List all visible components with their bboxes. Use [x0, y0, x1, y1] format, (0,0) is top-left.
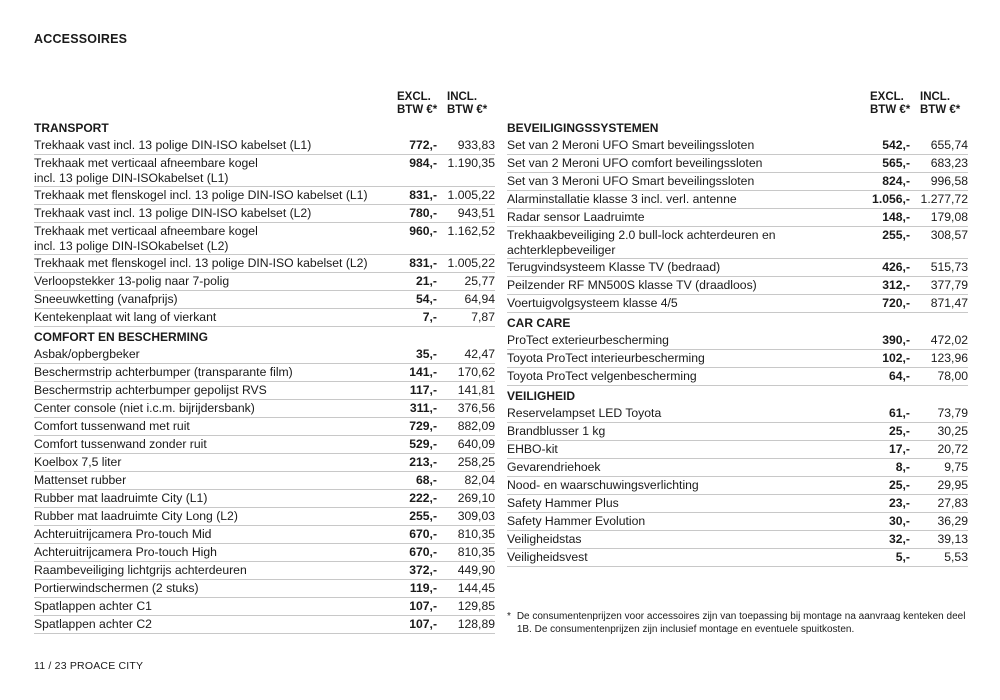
price-row: [34, 382, 495, 400]
price-incl-btw: 515,73: [930, 260, 968, 274]
price-excl-btw: 8,-: [895, 460, 910, 474]
price-incl-btw: 309,03: [457, 509, 495, 523]
price-incl-btw: 9,75: [944, 460, 968, 474]
price-row: [34, 598, 495, 616]
price-incl-btw: 933,83: [457, 138, 495, 152]
price-excl-btw: 54,-: [415, 292, 437, 306]
item-name: Trekhaak vast incl. 13 polige DIN-ISO kabelset (L2): [34, 206, 312, 220]
price-excl-btw: 107,-: [409, 599, 437, 613]
price-row: [507, 173, 968, 191]
price-row: [507, 423, 968, 441]
price-incl-btw: 36,29: [937, 514, 968, 528]
section-title: CAR CARE: [507, 316, 571, 330]
price-incl-btw: 1.162,52: [447, 224, 495, 238]
item-name: Brandblusser 1 kg: [507, 424, 606, 438]
item-name: Veiligheidstas: [507, 532, 582, 546]
price-incl-btw: 655,74: [930, 138, 968, 152]
header-excl-btw: EXCL. BTW €*: [397, 91, 438, 116]
footnote-marker: *: [507, 611, 511, 622]
price-excl-btw: 312,-: [882, 278, 910, 292]
item-name: Toyota ProTect velgenbescherming: [507, 369, 697, 383]
price-excl-btw: 5,-: [895, 550, 910, 564]
header-incl-btw: INCL. BTW €*: [447, 91, 488, 116]
item-name: Set van 2 Meroni UFO Smart beveilingssloten: [507, 138, 755, 152]
price-excl-btw: 565,-: [882, 156, 910, 170]
price-section: [34, 329, 495, 634]
price-row: [34, 508, 495, 526]
price-row: [507, 405, 968, 423]
price-excl-btw: 7,-: [422, 310, 437, 324]
column-header: [507, 91, 968, 118]
price-row: [34, 472, 495, 490]
price-excl-btw: 61,-: [888, 406, 910, 420]
price-excl-btw: 729,-: [409, 419, 437, 433]
price-row: [34, 544, 495, 562]
right-price-column: [507, 91, 968, 567]
price-row: [34, 616, 495, 634]
price-excl-btw: 25,-: [888, 478, 910, 492]
price-excl-btw: 32,-: [888, 532, 910, 546]
price-row: [507, 531, 968, 549]
price-incl-btw: 27,83: [937, 496, 968, 510]
item-name: EHBO-kit: [507, 442, 558, 456]
header-excl-btw: EXCL. BTW €*: [870, 91, 911, 116]
price-row: [34, 273, 495, 291]
price-row: [507, 477, 968, 495]
price-excl-btw: 426,-: [882, 260, 910, 274]
price-incl-btw: 29,95: [937, 478, 968, 492]
price-incl-btw: 449,90: [457, 563, 495, 577]
price-excl-btw: 117,-: [409, 383, 437, 397]
item-name: Veiligheidsvest: [507, 550, 588, 564]
left-sections: [34, 120, 495, 634]
item-name: Comfort tussenwand met ruit: [34, 419, 190, 433]
item-name: Asbak/opbergbeker: [34, 347, 140, 361]
price-excl-btw: 102,-: [882, 351, 910, 365]
price-incl-btw: 996,58: [930, 174, 968, 188]
item-name: Trekhaak vast incl. 13 polige DIN-ISO kabelset (L1): [34, 138, 312, 152]
price-excl-btw: 670,-: [409, 527, 437, 541]
price-excl-btw: 831,-: [409, 256, 437, 270]
right-sections: [507, 120, 968, 567]
price-incl-btw: 1.190,35: [447, 156, 495, 170]
item-name: Set van 3 Meroni UFO Smart beveilingssloten: [507, 174, 755, 188]
price-incl-btw: 128,89: [457, 617, 495, 631]
price-excl-btw: 670,-: [409, 545, 437, 559]
price-excl-btw: 960,-: [409, 224, 437, 238]
item-name: Radar sensor Laadruimte: [507, 210, 645, 224]
price-row: [507, 137, 968, 155]
item-name: Mattenset rubber: [34, 473, 127, 487]
price-excl-btw: 17,-: [888, 442, 910, 456]
price-row: [507, 549, 968, 567]
price-row: [34, 155, 495, 187]
left-price-column: [34, 91, 495, 634]
price-row: [34, 223, 495, 255]
price-row: [34, 526, 495, 544]
price-incl-btw: 30,25: [937, 424, 968, 438]
item-name: Sneeuwketting (vanafprijs): [34, 292, 178, 306]
item-name: Trekhaak met verticaal afneembare kogel incl. 13 polige DIN-ISOkabelset (L1): [34, 156, 258, 185]
price-row: [507, 350, 968, 368]
price-incl-btw: 1.277,72: [920, 192, 968, 206]
price-excl-btw: 1.056,-: [872, 192, 910, 206]
price-row: [507, 495, 968, 513]
price-row: [34, 490, 495, 508]
price-excl-btw: 35,-: [415, 347, 437, 361]
price-row: [34, 309, 495, 327]
price-incl-btw: 25,77: [464, 274, 495, 288]
price-excl-btw: 984,-: [409, 156, 437, 170]
price-excl-btw: 21,-: [415, 274, 437, 288]
price-row: [34, 346, 495, 364]
price-excl-btw: 255,-: [882, 228, 910, 242]
price-excl-btw: 148,-: [882, 210, 910, 224]
item-name: Voertuigvolgsysteem klasse 4/5: [507, 296, 678, 310]
price-row: [34, 137, 495, 155]
item-name: Trekhaakbeveiliging 2.0 bull-lock achterdeuren en achterklepbeveiliger: [507, 228, 776, 257]
price-excl-btw: 222,-: [409, 491, 437, 505]
item-name: Achteruitrijcamera Pro-touch High: [34, 545, 217, 559]
item-name: Trekhaak met flenskogel incl. 13 polige DIN-ISO kabelset (L2): [34, 256, 368, 270]
price-excl-btw: 68,-: [415, 473, 437, 487]
item-name: Gevarendriehoek: [507, 460, 601, 474]
price-incl-btw: 810,35: [457, 527, 495, 541]
price-incl-btw: 78,00: [937, 369, 968, 383]
price-row: [34, 291, 495, 309]
price-row: [507, 155, 968, 173]
price-row: [507, 277, 968, 295]
price-excl-btw: 831,-: [409, 188, 437, 202]
price-section: [507, 388, 968, 567]
item-name: Spatlappen achter C1: [34, 599, 152, 613]
price-incl-btw: 810,35: [457, 545, 495, 559]
price-incl-btw: 144,45: [457, 581, 495, 595]
item-name: Peilzender RF MN500S klasse TV (draadloos): [507, 278, 757, 292]
item-name: ProTect exterieurbescherming: [507, 333, 669, 347]
price-incl-btw: 39,13: [937, 532, 968, 546]
item-name: Safety Hammer Evolution: [507, 514, 646, 528]
price-row: [34, 580, 495, 598]
price-incl-btw: 64,94: [464, 292, 495, 306]
item-name: Trekhaak met verticaal afneembare kogel incl. 13 polige DIN-ISOkabelset (L2): [34, 224, 258, 253]
price-incl-btw: 308,57: [930, 228, 968, 242]
item-name: Achteruitrijcamera Pro-touch Mid: [34, 527, 212, 541]
price-excl-btw: 780,-: [409, 206, 437, 220]
price-excl-btw: 720,-: [882, 296, 910, 310]
price-incl-btw: 472,02: [930, 333, 968, 347]
price-incl-btw: 170,62: [457, 365, 495, 379]
section-title: TRANSPORT: [34, 121, 109, 135]
price-incl-btw: 7,87: [471, 310, 495, 324]
price-row: [507, 441, 968, 459]
price-row: [507, 295, 968, 313]
item-name: Koelbox 7,5 liter: [34, 455, 122, 469]
section-title: VEILIGHEID: [507, 389, 576, 403]
price-excl-btw: 311,-: [409, 401, 437, 415]
price-row: [34, 562, 495, 580]
price-excl-btw: 529,-: [409, 437, 437, 451]
price-row: [34, 400, 495, 418]
item-name: Safety Hammer Plus: [507, 496, 619, 510]
price-section: [507, 315, 968, 386]
item-name: Alarminstallatie klasse 3 incl. verl. antenne: [507, 192, 737, 206]
price-row: [507, 513, 968, 531]
price-row: [507, 209, 968, 227]
item-name: Nood- en waarschuwingsverlichting: [507, 478, 699, 492]
footnote-text: De consumentenprijzen voor accessoires zijn van toepassing bij montage na aanvraag kenteken deel 1B. De consumentenprijzen zijn inclusief montage en eventuele spuitkosten.: [516, 611, 966, 635]
price-row: [34, 255, 495, 273]
price-incl-btw: 73,79: [937, 406, 968, 420]
price-incl-btw: 640,09: [457, 437, 495, 451]
price-incl-btw: 141,81: [457, 383, 495, 397]
price-row: [34, 436, 495, 454]
price-incl-btw: 871,47: [930, 296, 968, 310]
section-title: COMFORT EN BESCHERMING: [34, 330, 208, 344]
item-name: Kentekenplaat wit lang of vierkant: [34, 310, 217, 324]
price-excl-btw: 542,-: [882, 138, 910, 152]
price-section: [507, 120, 968, 313]
item-name: Beschermstrip achterbumper (transparante film): [34, 365, 293, 379]
price-incl-btw: 129,85: [457, 599, 495, 613]
price-excl-btw: 23,-: [888, 496, 910, 510]
price-row: [34, 454, 495, 472]
price-excl-btw: 372,-: [409, 563, 437, 577]
page-title: ACCESSOIRES: [34, 32, 128, 46]
price-excl-btw: 107,-: [409, 617, 437, 631]
price-incl-btw: 1.005,22: [447, 188, 495, 202]
item-name: Spatlappen achter C2: [34, 617, 152, 631]
item-name: Beschermstrip achterbumper gepolijst RVS: [34, 383, 267, 397]
item-name: Trekhaak met flenskogel incl. 13 polige DIN-ISO kabelset (L1): [34, 188, 368, 202]
price-excl-btw: 64,-: [888, 369, 910, 383]
header-incl-btw: INCL. BTW €*: [920, 91, 961, 116]
price-row: [34, 418, 495, 436]
price-excl-btw: 25,-: [888, 424, 910, 438]
price-incl-btw: 1.005,22: [447, 256, 495, 270]
price-row: [507, 191, 968, 209]
price-row: [34, 364, 495, 382]
price-incl-btw: 683,23: [930, 156, 968, 170]
price-row: [507, 259, 968, 277]
price-row: [507, 368, 968, 386]
footnote: [507, 610, 972, 636]
price-row: [507, 459, 968, 477]
price-incl-btw: 20,72: [937, 442, 968, 456]
section-title: BEVEILIGINGSSYSTEMEN: [507, 121, 659, 135]
price-incl-btw: 943,51: [457, 206, 495, 220]
item-name: Portierwindschermen (2 stuks): [34, 581, 199, 595]
price-incl-btw: 376,56: [457, 401, 495, 415]
price-row: [34, 205, 495, 223]
item-name: Center console (niet i.c.m. bijrijdersbank): [34, 401, 255, 415]
price-excl-btw: 390,-: [882, 333, 910, 347]
price-incl-btw: 269,10: [457, 491, 495, 505]
item-name: Verloopstekker 13-polig naar 7-polig: [34, 274, 230, 288]
price-incl-btw: 82,04: [464, 473, 495, 487]
column-header: [34, 91, 495, 118]
item-name: Set van 2 Meroni UFO comfort beveilingssloten: [507, 156, 763, 170]
item-name: Reservelampset LED Toyota: [507, 406, 662, 420]
item-name: Raambeveiliging lichtgrijs achterdeuren: [34, 563, 247, 577]
item-name: Rubber mat laadruimte City Long (L2): [34, 509, 238, 523]
price-excl-btw: 824,-: [882, 174, 910, 188]
item-name: Comfort tussenwand zonder ruit: [34, 437, 207, 451]
price-row: [507, 227, 968, 259]
price-incl-btw: 179,08: [930, 210, 968, 224]
price-excl-btw: 255,-: [409, 509, 437, 523]
price-row: [507, 332, 968, 350]
price-excl-btw: 772,-: [409, 138, 437, 152]
price-excl-btw: 30,-: [888, 514, 910, 528]
price-incl-btw: 377,79: [930, 278, 968, 292]
item-name: Terugvindsysteem Klasse TV (bedraad): [507, 260, 721, 274]
price-incl-btw: 42,47: [464, 347, 495, 361]
item-name: Rubber mat laadruimte City (L1): [34, 491, 208, 505]
price-excl-btw: 119,-: [409, 581, 437, 595]
price-row: [34, 187, 495, 205]
item-name: Toyota ProTect interieurbescherming: [507, 351, 705, 365]
price-section: [34, 120, 495, 327]
price-excl-btw: 213,-: [409, 455, 437, 469]
price-incl-btw: 5,53: [944, 550, 968, 564]
page-footer: 11 / 23 PROACE CITY: [34, 660, 144, 672]
price-incl-btw: 882,09: [457, 419, 495, 433]
price-excl-btw: 141,-: [409, 365, 437, 379]
price-incl-btw: 123,96: [930, 351, 968, 365]
price-incl-btw: 258,25: [457, 455, 495, 469]
